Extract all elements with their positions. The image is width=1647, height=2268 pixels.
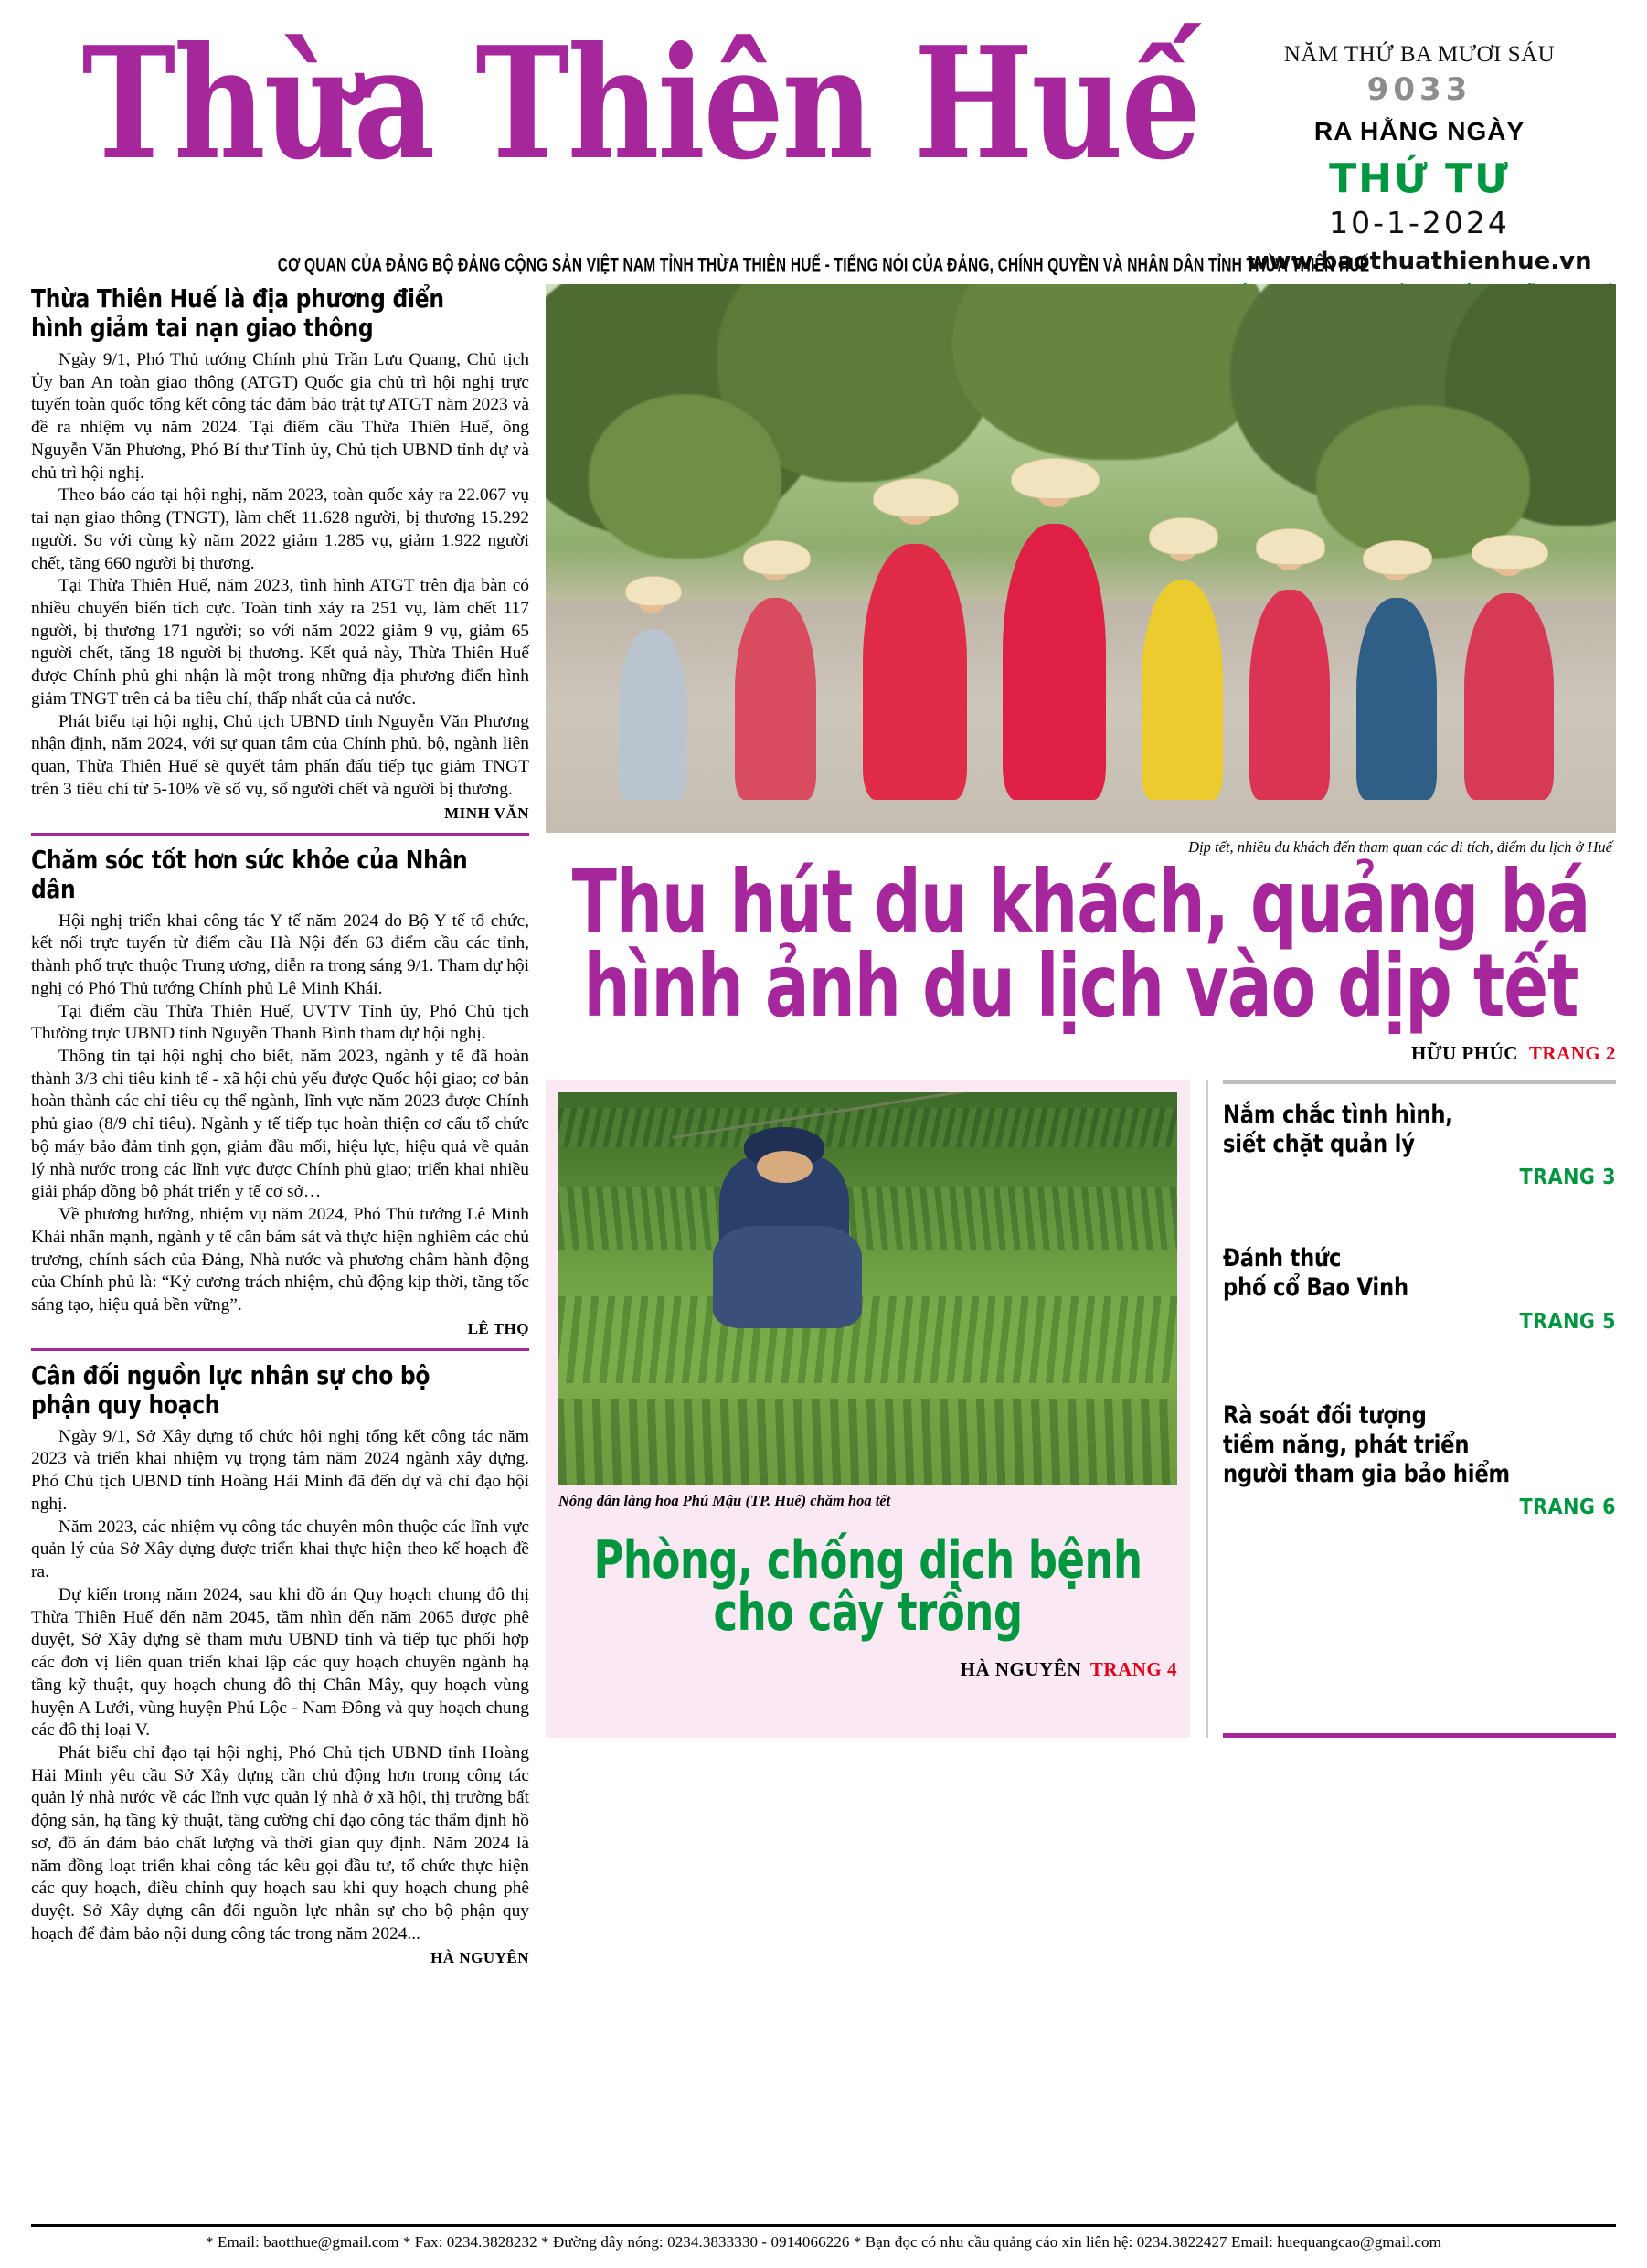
issue-number: 9033 xyxy=(1366,71,1472,108)
teaser-title xyxy=(1223,1244,1597,1303)
teaser-title-line1: Đánh thức xyxy=(1223,1244,1342,1273)
masthead-info-block xyxy=(1223,0,1616,328)
article-body xyxy=(31,349,529,802)
paragraph: Phát biểu tại hội nghị, Chủ tịch UBND tỉnh Nguyễn Văn Phương nhận định, năm 2024, với sự quan tâm của Chính phủ, bộ, ngành liên quan, Thừa Thiên Huế sẽ quyết tâm phấn đấu tiếp tục giảm TNGT trên 3 tiêu chí từ 5-10% về số vụ, số người chết và người bị thương. xyxy=(31,711,529,799)
hero-byline-row xyxy=(546,1042,1616,1065)
article-headline: Chăm sóc tốt hơn sức khỏe của Nhân dân xyxy=(31,844,468,905)
article-traffic-safety xyxy=(31,284,529,823)
paragraph: Tại điểm cầu Thừa Thiên Huế, UVTV Tỉnh ủy, Phó Chủ tịch Thường trực UBND tỉnh Nguyễn Thanh Bình tham dự hội nghị. xyxy=(31,1001,529,1044)
teaser-title xyxy=(1223,1401,1597,1488)
plant-photo-caption: Nông dân làng hoa Phú Mậu (TP. Huế) chăm hoa tết xyxy=(558,1491,891,1509)
article-byline: MINH VĂN xyxy=(444,804,529,822)
right-column xyxy=(546,284,1616,2103)
article-divider xyxy=(31,833,529,836)
hero-headline-line2: hình ảnh du lịch vào dịp tết xyxy=(583,936,1578,1037)
teaser-title-line2: siết chặt quản lý xyxy=(1223,1129,1415,1158)
website-url[interactable]: www.baothuathienhue.vn xyxy=(1247,248,1592,275)
teaser-item-trang3[interactable] xyxy=(1223,1101,1616,1190)
teaser-item-trang6[interactable] xyxy=(1223,1401,1616,1519)
teaser-list xyxy=(1206,1080,1616,1738)
article-byline: HÀ NGUYÊN xyxy=(430,1948,529,1966)
hero-headline-line1: Thu hút du khách, quảng bá xyxy=(571,851,1590,953)
teaser-title-line1: Rà soát đối tượng xyxy=(1223,1400,1427,1430)
plant-headline: Phòng, chống dịch bệnh cho cây trồng xyxy=(593,1529,1142,1643)
teaser-title-line3: người tham gia bảo hiểm xyxy=(1223,1459,1510,1488)
teaser-title-line2: tiềm năng, phát triển xyxy=(1223,1430,1470,1459)
article-headline: Cân đối nguồn lực nhân sự cho bộ phận quy hoạch xyxy=(31,1359,430,1421)
paragraph: Tại Thừa Thiên Huế, năm 2023, tình hình ATGT trên địa bàn có nhiều chuyển biến tích cực. Toàn tỉnh xảy ra 251 vụ, làm chết 117 người, bị thương 171 người; so với năm 2022 giảm 9 vụ, giảm 65 người chết, tăng 18 người bị thương. Kết quả này, Thừa Thiên Huế được Chính phủ ghi nhận là một trong những địa phương điển hình giảm TNGT trên cả ba tiêu chí, thấp nhất của cả nước. xyxy=(31,576,529,708)
footer-contact-line: * Email: baotthue@gmail.com * Fax: 0234.3828232 * Đường dây nóng: 0234.3833330 - 0914066226 * Bạn đọc có nhu cầu quảng cáo xin liên hệ: 0234.3822427 Email: huequangcao@gmail.com xyxy=(206,2233,1441,2251)
teaser-title-line2: phố cổ Bao Vinh xyxy=(1223,1273,1408,1303)
hero-headline xyxy=(546,851,1616,1037)
footer xyxy=(31,2224,1616,2252)
plant-disease-block xyxy=(546,1080,1190,1738)
paragraph: Phát biểu chỉ đạo tại hội nghị, Phó Chủ tịch UBND tỉnh Hoàng Hải Minh yêu cầu Sở Xây dựng cần chủ động hơn trong công tác quản lý nhà nước về các lĩnh vực quản lý nhà ở xã hội, thị trường bất động sản, hạ tầng kỹ thuật, tăng cường chỉ đạo công tác thẩm định hồ sơ, đồ án đảm bảo chất lượng và thời gian quy định. Năm 2024 là năm đồng loạt triển khai công tác kêu gọi đầu tư, tổ chức thực hiện các quy hoạch, điều chỉnh quy hoạch sau khi quy hoạch chung phê duyệt. Sở Xây dựng cân đối nguồn lực nhân sự cho bộ phận quy hoạch để đảm bảo nội dung công tác trong năm 2024... xyxy=(31,1743,529,1943)
paragraph: Dự kiến trong năm 2024, sau khi đồ án Quy hoạch chung đô thị Thừa Thiên Huế đến năm 2045, tầm nhìn đến năm 2065 được phê duyệt, Sở Xây dựng sẽ tham mưu UBND tỉnh và tiếp tục phối hợp các đơn vị liên quan triển khai lập các quy hoạch chuyên ngành hạ tầng kỹ thuật, quy hoạch chung đô thị Chân Mây, quy hoạch vùng huyện A Lưới, vùng huyện Phú Lộc - Nam Đông và quy hoạch chung các đô thị loại V. xyxy=(31,1584,529,1741)
article-body xyxy=(31,1426,529,1946)
hero-photo-caption: Dịp tết, nhiều du khách đến tham quan các di tích, điểm du lịch ở Huế xyxy=(1188,838,1612,856)
masthead-tagline: CƠ QUAN CỦA ĐẢNG BỘ ĐẢNG CỘNG SẢN VIỆT NAM TỈNH THỪA THIÊN HUẾ - TIẾNG NÓI CỦA ĐẢNG, CHÍNH QUYỀN VÀ NHÂN DÂN TỈNH THỪA THIÊN HUẾ xyxy=(277,255,1370,276)
paragraph: Ngày 9/1, Sở Xây dựng tổ chức hội nghị tổng kết công tác năm 2023 và triển khai nhiệm vụ trọng tâm năm 2024 ngành xây dựng. Phó Chủ tịch UBND tỉnh Hoàng Hải Minh đã đến dự và chỉ đạo hội nghị. xyxy=(31,1426,529,1514)
paragraph: Về phương hướng, nhiệm vụ năm 2024, Phó Thủ tướng Lê Minh Khái nhấn mạnh, ngành y tế cần bám sát và thực hiện nghiêm các chủ trương, chính sách của Đảng, Nhà nước và phương châm hành động của Chính phủ là: “Kỷ cương trách nhiệm, chủ động kịp thời, tăng tốc sáng tạo, hiệu quả bền vững”. xyxy=(31,1205,529,1315)
left-column xyxy=(31,284,529,2103)
teaser-bottom-divider xyxy=(1223,1733,1616,1738)
article-byline: LÊ THỌ xyxy=(467,1319,529,1337)
volume-year-label: NĂM THỨ BA MƯƠI SÁU xyxy=(1283,42,1556,67)
paragraph: Ngày 9/1, Phó Thủ tướng Chính phủ Trần Lưu Quang, Chủ tịch Ủy ban An toàn giao thông (ATGT) Quốc gia chủ trì hội nghị trực tuyến toàn quốc tổng kết công tác đảm bảo trật tự ATGT năm 2023 và đề ra nhiệm vụ năm 2024. Tại điểm cầu Thừa Thiên Huế, ông Nguyễn Văn Phương, Phó Bí thư Tỉnh ủy, Chủ tịch UBND tỉnh dự và chủ trì hội nghị. xyxy=(31,349,529,483)
frequency-label: RA HẰNG NGÀY xyxy=(1313,117,1525,145)
teaser-item-trang5[interactable] xyxy=(1223,1244,1616,1334)
teaser-title xyxy=(1223,1101,1597,1159)
teaser-title-line1: Nắm chắc tình hình, xyxy=(1223,1100,1453,1129)
article-body xyxy=(31,910,529,1317)
plant-photo xyxy=(558,1092,1177,1485)
teaser-divider xyxy=(1223,1080,1616,1084)
article-headline: Thừa Thiên Huế là địa phương điển hình giảm tai nạn giao thông xyxy=(31,283,444,344)
weekday-label: THỨ TƯ xyxy=(1329,155,1510,202)
plant-page-ref[interactable]: TRANG 4 xyxy=(1089,1657,1177,1680)
content-area xyxy=(31,284,1616,2103)
article-healthcare xyxy=(31,846,529,1338)
hero-photo xyxy=(546,284,1616,833)
hero-byline: HỮU PHÚC xyxy=(1410,1041,1518,1064)
masthead-title-area xyxy=(31,0,1223,195)
teaser-page-ref[interactable]: TRANG 5 xyxy=(1519,1309,1616,1334)
paragraph: Hội nghị triển khai công tác Y tế năm 2024 do Bộ Y tế tổ chức, kết nối trực tuyến từ điểm cầu Hà Nội đến 63 điểm cầu các tỉnh, thành phố trực thuộc Trung ương, diễn ra trong sáng 9/1. Tham dự hội nghị có Phó Thủ tướng Chính phủ Lê Minh Khái. xyxy=(31,910,529,998)
paragraph: Thông tin tại hội nghị cho biết, năm 2023, ngành y tế đã hoàn thành 3/3 chỉ tiêu kinh tế - xã hội chủ yếu được Quốc hội giao; cơ bản hoàn thành các chỉ tiêu cụ thể ngành, lĩnh vực năm 2023 được Chính phủ giao (8/9 chỉ tiêu). Ngành y tế tiếp tục hoàn thiện cơ cấu tổ chức bộ máy bảo đảm tinh gọn, giảm đầu mối, hiệu lực, hiệu quả về quản lý nhà nước trong các lĩnh vực được Chính phủ giao; triển khai nhiều giải pháp đồng bộ phát triển y tế cơ sở… xyxy=(31,1046,529,1202)
article-divider xyxy=(31,1348,529,1351)
plant-byline: HÀ NGUYÊN xyxy=(960,1657,1081,1680)
article-planning xyxy=(31,1361,529,1967)
hero-page-ref[interactable]: TRANG 2 xyxy=(1528,1041,1616,1064)
teaser-page-ref[interactable]: TRANG 6 xyxy=(1519,1496,1616,1520)
paragraph: Năm 2023, các nhiệm vụ công tác chuyên môn thuộc các lĩnh vực quản lý của Sở Xây dựng được triển khai thực hiện theo kế hoạch đề ra. xyxy=(31,1517,529,1582)
footer-divider xyxy=(31,2224,1616,2227)
paragraph: Theo báo cáo tại hội nghị, năm 2023, toàn quốc xảy ra 22.067 vụ tai nạn giao thông (TNGT), làm chết 11.628 người, bị thương 15.292 người. So với cùng kỳ năm 2022 giảm 1.285 vụ, giảm 1.922 người chết, tăng 660 người bị thương. xyxy=(31,485,529,573)
publication-date: 10-1-2024 xyxy=(1329,205,1510,240)
plant-byline-row xyxy=(558,1658,1177,1681)
teaser-page-ref[interactable]: TRANG 3 xyxy=(1519,1166,1616,1190)
page-title: Thừa Thiên Huế xyxy=(81,12,1200,195)
bottom-row xyxy=(546,1080,1616,1738)
